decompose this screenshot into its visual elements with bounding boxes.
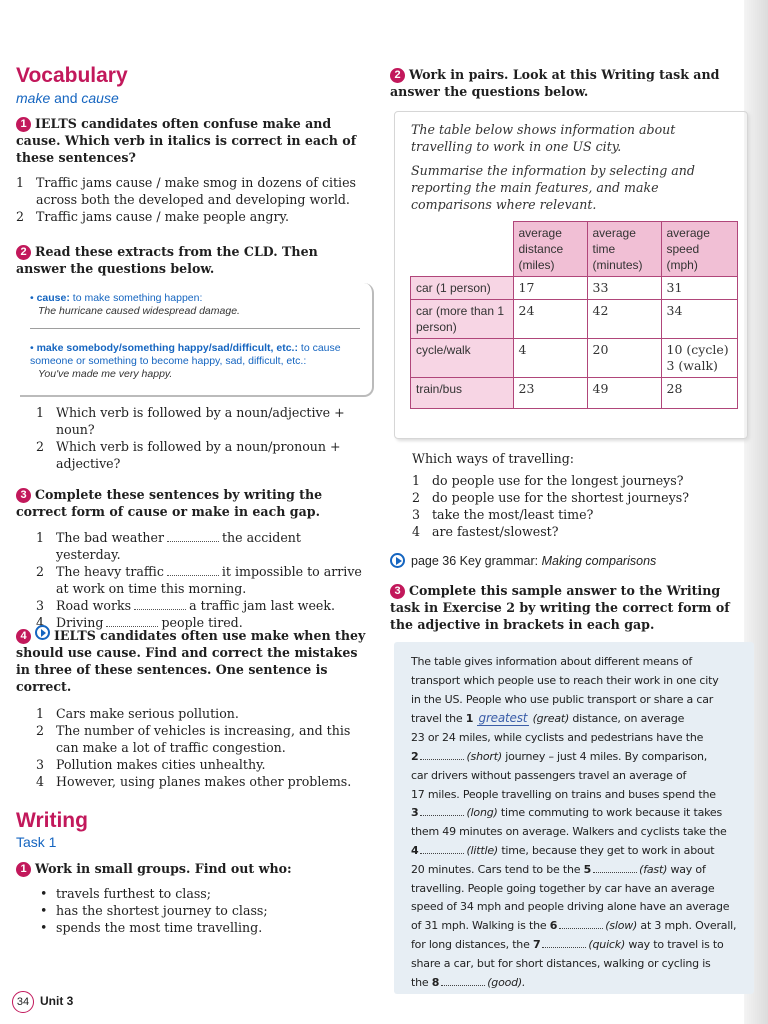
exercise-3	[16, 486, 368, 631]
gap-hint: (fast)	[639, 862, 668, 876]
sample-line	[411, 804, 751, 823]
cld-example: The hurricane caused widespread damage.	[38, 305, 240, 317]
list-item	[16, 208, 368, 225]
answer-gap[interactable]	[167, 566, 219, 576]
heading-text: Work in small groups. Find out who:	[35, 861, 292, 876]
reference-topic: Making comparisons	[541, 554, 657, 568]
exercise-4	[16, 625, 368, 790]
exercise-1-list	[16, 174, 368, 225]
item-text: do people use for the shortest journeys?	[432, 490, 689, 505]
item-number: 3	[36, 757, 45, 772]
sample-line	[411, 861, 751, 880]
sample-line: transport which people use to reach their work in one city	[411, 673, 719, 687]
answer-gap[interactable]	[559, 920, 603, 929]
exercise-number: 2	[16, 245, 31, 260]
list-item	[36, 563, 368, 597]
sample-line: them 49 minutes on average. Walkers and cyclists take the	[411, 825, 727, 839]
bullet-icon: •	[30, 342, 37, 354]
cld-headword: make somebody/something happy/sad/difficult, etc.:	[36, 342, 298, 354]
item-number: 1	[36, 530, 45, 545]
gap-number: 3	[411, 806, 419, 820]
exercise-1-heading	[16, 115, 368, 166]
cld-entry-cause	[30, 292, 355, 318]
answer-gap[interactable]	[134, 600, 186, 610]
item-number: 3	[36, 598, 45, 613]
sample-line	[411, 842, 751, 861]
exercise-3-heading	[16, 486, 368, 520]
item-text: it impossible to arrive at work on time this morning.	[56, 564, 362, 596]
table-corner	[411, 222, 514, 277]
list-item	[34, 902, 368, 919]
sample-line: 23 or 24 miles, while cyclists and pedestrians have the	[411, 731, 704, 745]
heading-text: Complete this sample answer to the Writing task in Exercise 2 by writing the correct form of the adjective in brackets in each gap.	[390, 583, 730, 632]
answer-gap[interactable]	[420, 807, 464, 816]
right-exercise-2-heading	[390, 66, 742, 100]
row-label: cycle/walk	[411, 339, 514, 378]
gap-number: 4	[411, 843, 419, 857]
table-cell: 31	[661, 277, 738, 300]
page-number: 34	[12, 991, 34, 1013]
heading-text: IELTS candidates often use make when they should use cause. Find and correct the mistakes in three of these sentences. One sentence is correct.	[16, 628, 366, 694]
sample-line	[411, 748, 751, 767]
exercise-number: 3	[390, 584, 405, 599]
sample-line	[411, 936, 751, 955]
answer-gap[interactable]	[420, 845, 464, 854]
table-cell: 24	[513, 300, 587, 339]
exercise-number: 1	[16, 862, 31, 877]
item-text: spends the most time travelling.	[56, 920, 263, 935]
list-item	[36, 722, 368, 756]
writing-exercise-1	[16, 860, 368, 936]
page-footer	[12, 991, 73, 1013]
table-row	[411, 339, 738, 378]
cld-definition: to cause someone or something to become happy, sad, difficult, etc.:	[30, 342, 341, 367]
row-label: train/bus	[411, 378, 514, 409]
table-cell: 17	[513, 277, 587, 300]
table-header: average speed (mph)	[661, 222, 738, 277]
exercise-number: 3	[16, 488, 31, 503]
exercise-1	[16, 115, 368, 225]
sample-text: at 3 mph. Overall,	[640, 919, 737, 933]
gap-hint: (good).	[487, 975, 526, 989]
vocabulary-title: Vocabulary	[16, 64, 128, 87]
item-number: 2	[36, 439, 45, 454]
gap-hint: (short)	[466, 749, 502, 763]
item-text: do people use for the longest journeys?	[432, 473, 684, 488]
task-intro-2: Summarise the information by selecting and reporting the main features, and make comparisons where relevant.	[411, 163, 695, 212]
sample-text: for long distances, the	[411, 937, 530, 951]
item-text: a traffic jam last week.	[189, 598, 335, 613]
item-number: 4	[36, 615, 45, 630]
which-ways-label: Which ways of travelling:	[412, 451, 575, 466]
gap-number: 5	[583, 862, 592, 876]
sample-text: travel the	[411, 712, 463, 726]
sample-text: 20 minutes. Cars tend to be the	[411, 862, 581, 876]
cld-divider	[30, 328, 360, 329]
exercise-4-heading	[16, 625, 368, 695]
grammar-reference-link[interactable]	[390, 553, 656, 568]
item-text: Which verb is followed by a noun/adjective + noun?	[56, 405, 345, 437]
gap-number: 1	[465, 712, 474, 726]
right-exercise-2	[390, 66, 742, 100]
list-item	[36, 773, 368, 790]
sample-text: time, because they get to work in about	[501, 843, 715, 857]
subtitle-and: and	[54, 90, 78, 106]
item-number: 4	[412, 524, 421, 539]
row-label: car (more than 1 person)	[411, 300, 514, 339]
right-exercise-3	[390, 582, 742, 633]
item-text: people tired.	[161, 615, 243, 630]
sample-text: of 31 mph. Walking is the	[411, 919, 547, 933]
table-cell: 33	[587, 277, 661, 300]
sample-line: in the US. People who use public transport or share a car	[411, 692, 714, 706]
table-row	[411, 378, 738, 409]
bullet-icon: •	[40, 920, 48, 935]
table-cell: 10 (cycle) 3 (walk)	[661, 339, 738, 378]
sample-line: The table gives information about different means of	[411, 655, 693, 668]
item-text: are fastest/slowest?	[432, 524, 559, 539]
heading-text: Work in pairs. Look at this Writing task and answer the questions below.	[390, 67, 720, 99]
reference-page: page 36 Key grammar:	[411, 554, 539, 568]
item-text: travels furthest to class;	[56, 886, 211, 901]
bullet-icon: •	[40, 886, 48, 901]
table-cell: 20	[587, 339, 661, 378]
item-text: The bad weather	[56, 530, 164, 545]
table-cell: 4	[513, 339, 587, 378]
sample-text: the	[411, 975, 429, 989]
item-text: Cars make serious pollution.	[56, 706, 239, 721]
travel-table	[410, 221, 738, 409]
list-item	[36, 597, 368, 614]
list-item	[36, 705, 368, 722]
item-text: However, using planes makes other problems.	[56, 774, 352, 789]
table-row	[411, 277, 738, 300]
item-text: Road works	[56, 598, 132, 613]
sample-line	[411, 974, 751, 993]
answer-gap[interactable]	[542, 939, 586, 948]
right-exercise-3-heading	[390, 582, 742, 633]
exercise-3-list	[36, 529, 368, 631]
item-number: 2	[412, 490, 421, 505]
writing-exercise-1-heading	[16, 860, 368, 877]
exercise-number: 4	[16, 629, 31, 644]
list-item	[412, 523, 742, 540]
table-cell: 49	[587, 378, 661, 409]
gap-hint: (great)	[532, 712, 570, 726]
gap-number: 7	[532, 937, 541, 951]
table-header: average distance (miles)	[513, 222, 587, 277]
item-number: 2	[16, 209, 25, 224]
table-cell: 23	[513, 378, 587, 409]
cld-definition: to make something happen:	[72, 292, 203, 304]
sample-text: way to travel is to	[628, 937, 724, 951]
item-text: Traffic jams cause / make smog in dozens of cities across both the developed and developing world.	[36, 175, 356, 207]
gap-hint: (little)	[466, 843, 499, 857]
bullet-icon: •	[40, 903, 48, 918]
example-answer: greatest	[478, 711, 528, 726]
list-item	[412, 489, 742, 506]
sample-text: journey – just 4 miles. By comparison,	[505, 749, 708, 763]
item-number: 1	[16, 175, 25, 190]
item-number: 2	[36, 723, 45, 738]
exercise-number: 1	[16, 117, 31, 132]
table-header: average time (minutes)	[587, 222, 661, 277]
exercise-2	[16, 243, 368, 277]
item-number: 3	[412, 507, 421, 522]
item-number: 4	[36, 774, 45, 789]
sample-line: travelling. People going together by car have an average	[411, 881, 715, 895]
item-text: Which verb is followed by a noun/pronoun + adjective?	[56, 439, 341, 471]
table-cell: 42	[587, 300, 661, 339]
sample-text: distance, on average	[572, 712, 685, 726]
table-cell: 34	[661, 300, 738, 339]
ielts-tip-icon	[35, 625, 50, 640]
exercise-number: 2	[390, 68, 405, 83]
list-item	[36, 438, 366, 472]
writing-subtitle: Task 1	[16, 834, 57, 850]
item-text: the accident yesterday.	[56, 530, 301, 562]
table-row	[411, 300, 738, 339]
sample-text: way of	[670, 862, 706, 876]
item-text: The number of vehicles is increasing, and this can make a lot of traffic congestion.	[56, 723, 351, 755]
cld-headword: cause:	[36, 292, 70, 304]
answer-gap[interactable]	[441, 977, 485, 986]
item-number: 1	[36, 706, 45, 721]
list-item	[16, 174, 368, 208]
answer-gap[interactable]	[593, 864, 637, 873]
item-text: Pollution makes cities unhealthy.	[56, 757, 266, 772]
sample-text: time commuting to work because it takes	[500, 806, 722, 820]
item-text: Traffic jams cause / make people angry.	[36, 209, 289, 224]
unit-label: Unit 3	[40, 994, 74, 1008]
item-text: Driving	[56, 615, 104, 630]
writing-title: Writing	[16, 809, 88, 832]
list-item	[36, 529, 368, 563]
writing-bullets	[34, 885, 368, 936]
exercise-2-list	[36, 404, 366, 472]
gap-hint: (slow)	[605, 919, 638, 933]
cld-example: You've made me very happy.	[38, 368, 173, 380]
bullet-icon: •	[30, 292, 37, 304]
heading-text: IELTS candidates often confuse make and cause. Which verb in italics is correct in each of these sentences?	[16, 116, 357, 165]
item-text: has the shortest journey to class;	[56, 903, 268, 918]
sample-line: 17 miles. People travelling on trains and buses spend the	[411, 787, 716, 801]
item-text: The heavy traffic	[56, 564, 164, 579]
sample-line: car drivers without passengers travel an average of	[411, 768, 687, 782]
item-number: 1	[412, 473, 421, 488]
sample-line	[411, 917, 751, 936]
gap-number: 8	[431, 975, 440, 989]
task-intro-1: The table below shows information about travelling to work in one US city.	[411, 122, 676, 154]
row-label: car (1 person)	[411, 277, 514, 300]
sample-line	[411, 709, 751, 729]
list-item	[36, 756, 368, 773]
arrow-right-icon	[390, 553, 405, 568]
answer-gap[interactable]	[420, 751, 464, 760]
heading-text: Complete these sentences by writing the correct form of cause or make in each gap.	[16, 487, 323, 519]
sample-answer-text	[411, 653, 751, 992]
gap-hint: (quick)	[588, 937, 626, 951]
gap-hint: (long)	[466, 806, 498, 820]
exercise-4-list	[36, 705, 368, 790]
list-item	[34, 919, 368, 936]
list-item	[412, 472, 742, 489]
item-number: 2	[36, 564, 45, 579]
sample-line: speed of 34 mph and people driving alone have an average	[411, 900, 730, 914]
questions-list	[412, 472, 742, 540]
answer-gap[interactable]	[167, 532, 219, 542]
list-item	[412, 506, 742, 523]
item-text: take the most/least time?	[432, 507, 594, 522]
table-header-row	[411, 222, 738, 277]
item-number: 1	[36, 405, 45, 420]
sample-line: share a car, but for short distances, walking or cycling is	[411, 956, 711, 970]
subtitle-make: make	[16, 90, 51, 106]
list-item	[36, 404, 366, 438]
gap-number: 6	[549, 919, 558, 933]
exercise-2-heading	[16, 243, 368, 277]
heading-text: Read these extracts from the CLD. Then answer the questions below.	[16, 244, 318, 276]
subtitle-cause: cause	[81, 90, 119, 106]
vocabulary-subtitle	[16, 90, 119, 106]
table-cell: 28	[661, 378, 738, 409]
gap-number: 2	[411, 749, 419, 763]
cld-entry-make	[30, 342, 365, 381]
list-item	[34, 885, 368, 902]
